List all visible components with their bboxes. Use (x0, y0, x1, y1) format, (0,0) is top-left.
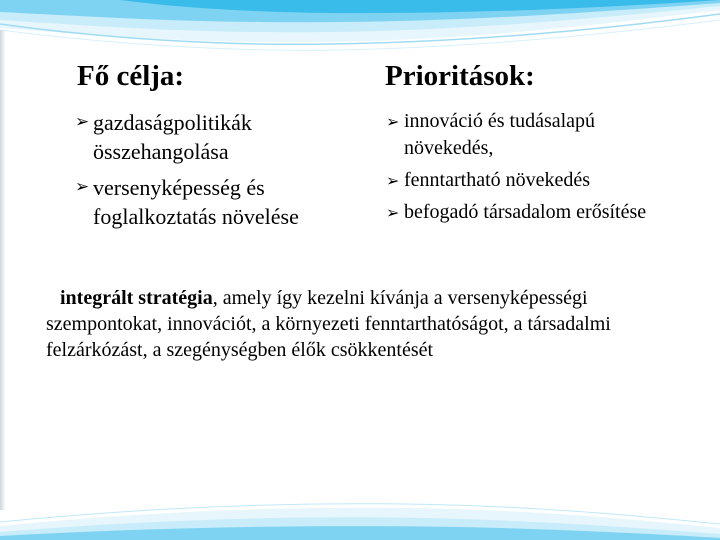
summary-bold-term: integrált stratégia (60, 287, 213, 309)
list-item-text: fenntartható növekedés (404, 169, 591, 191)
arrow-bullet-icon: ➢ (386, 203, 400, 222)
left-edge-shadow (0, 30, 6, 510)
arrow-bullet-icon: ➢ (75, 112, 90, 132)
list-item-text: versenyképesség és foglalkoztatás növelése (93, 175, 299, 229)
list-item (386, 108, 686, 162)
list-item-text: innováció és tudásalapú növekedés, (404, 110, 596, 159)
list-item-text: gazdaságpolitikák összehangolása (93, 110, 252, 164)
summary-text: , amely így kezelni kívánja a versenyképességi szempontokat, innovációt, a környezeti fenntarthatóságot, a társadalmi felzárkózást, a szegénységben élők csökkentését (46, 287, 611, 361)
right-bullet-list (386, 108, 686, 231)
list-item (386, 167, 686, 194)
summary-paragraph (46, 285, 676, 363)
arrow-bullet-icon: ➢ (386, 112, 400, 131)
left-column-heading: Fő célja: (77, 60, 185, 92)
top-wave-decoration (0, 0, 720, 60)
list-item (75, 108, 365, 166)
left-bullet-list (75, 108, 365, 238)
list-item (75, 173, 365, 231)
list-item-text: befogadó társadalom erősítése (404, 201, 647, 223)
list-item (386, 199, 686, 226)
arrow-bullet-icon: ➢ (75, 177, 90, 197)
right-column-heading: Prioritások: (385, 60, 535, 92)
arrow-bullet-icon: ➢ (386, 171, 400, 190)
bottom-wave-decoration (0, 500, 720, 540)
